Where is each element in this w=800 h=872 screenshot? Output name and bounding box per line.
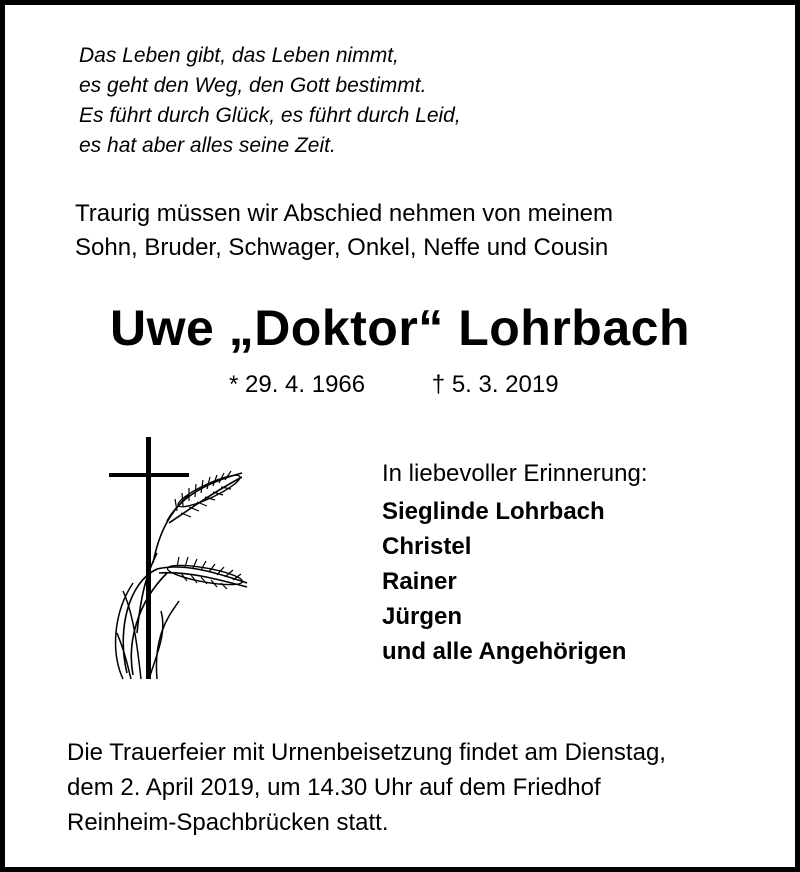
intro-line: Sohn, Bruder, Schwager, Onkel, Neffe und Cousin	[75, 234, 609, 261]
intro-text	[75, 197, 755, 265]
intro-line: Traurig müssen wir Abschied nehmen von meinem	[75, 200, 614, 227]
funeral-notice	[67, 735, 787, 840]
funeral-line: Die Trauerfeier mit Urnenbeisetzung findet am Dienstag,	[67, 739, 666, 766]
cross-with-wheat-icon	[97, 433, 257, 683]
mourner-name: und alle Angehörigen	[382, 638, 627, 665]
mourner-name: Christel	[382, 533, 472, 560]
death-date: † 5. 3. 2019	[431, 371, 559, 398]
funeral-line: Reinheim-Spachbrücken statt.	[67, 809, 389, 836]
poem	[79, 41, 639, 161]
deceased-name: Uwe „Doktor“ Lohrbach	[110, 300, 690, 356]
life-dates	[229, 369, 559, 401]
mourner-name: Jürgen	[382, 603, 463, 630]
poem-line: Das Leben gibt, das Leben nimmt,	[79, 44, 399, 67]
funeral-line: dem 2. April 2019, um 14.30 Uhr auf dem Friedhof	[67, 774, 601, 801]
poem-line: Es führt durch Glück, es führt durch Leid,	[79, 104, 461, 127]
mourner-name: Sieglinde Lohrbach	[382, 498, 605, 525]
remembrance-heading: In liebevoller Erinnerung:	[382, 460, 648, 487]
birth-date: * 29. 4. 1966	[229, 371, 366, 398]
poem-line: es hat aber alles seine Zeit.	[79, 134, 336, 157]
mourners	[382, 457, 782, 669]
mourner-name: Rainer	[382, 568, 457, 595]
poem-line: es geht den Weg, den Gott bestimmt.	[79, 74, 427, 97]
